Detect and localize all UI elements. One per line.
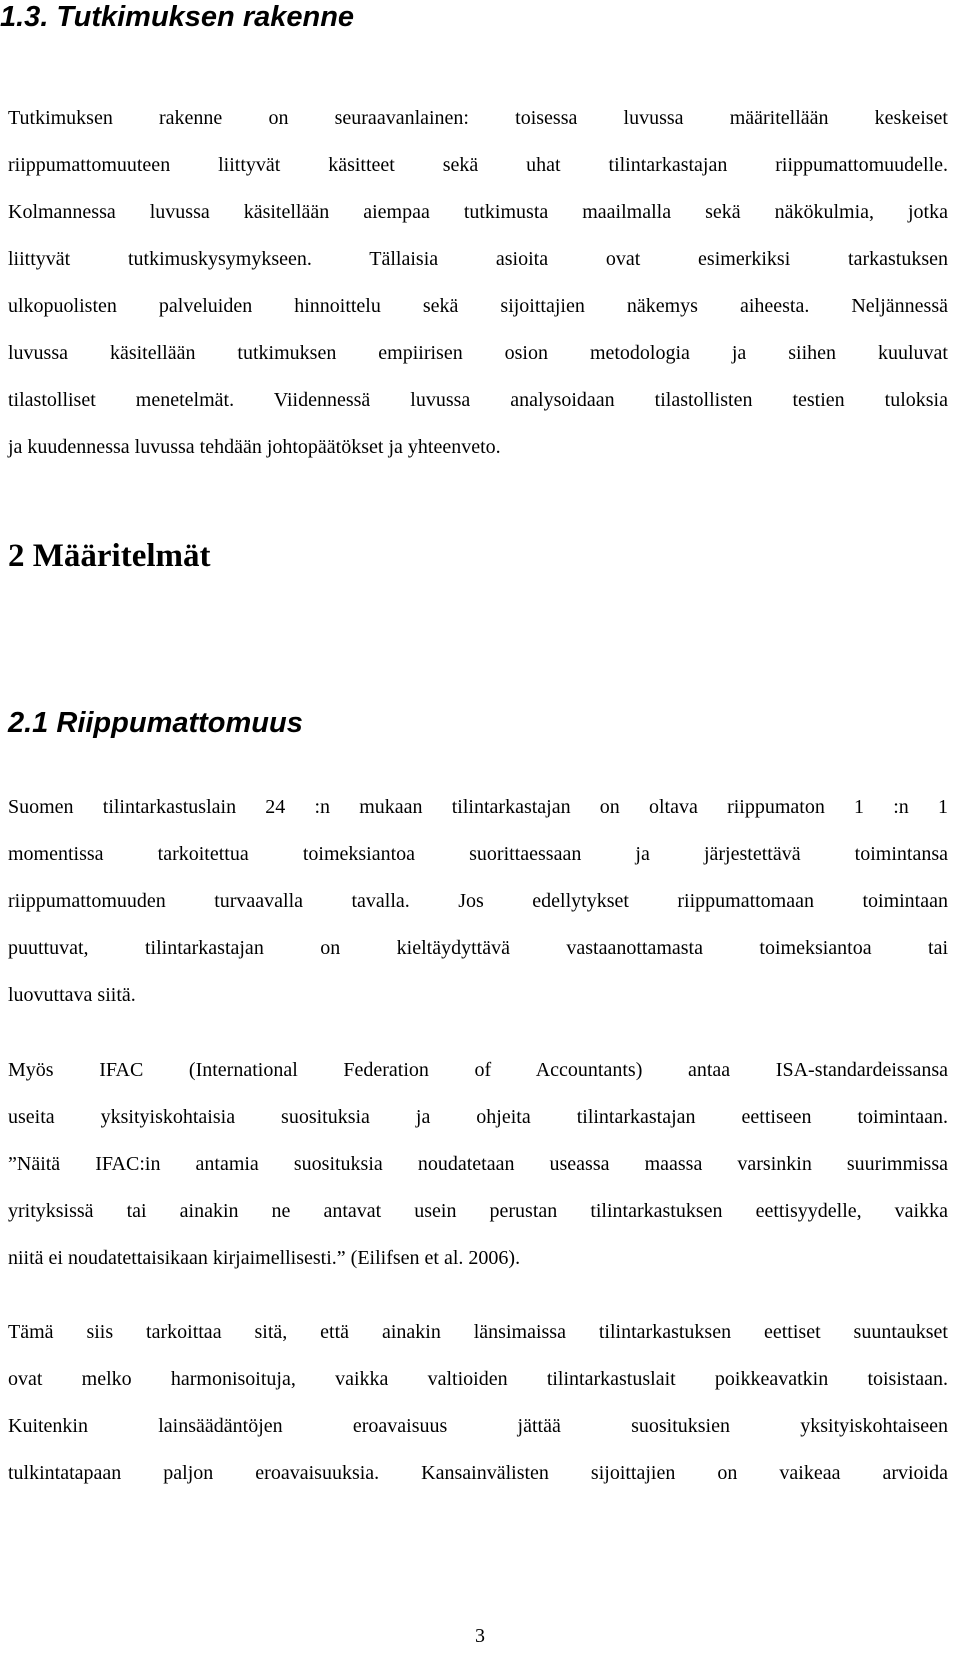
text-line: ”Näitä IFAC:in antamia suosituksia noudatetaan useassa maassa varsinkin suurimmissa xyxy=(8,1153,948,1175)
text-line: tilastolliset menetelmät. Viidennessä luvussa analysoidaan tilastollisten testien tuloksia xyxy=(8,389,948,411)
text-line: luvussa käsitellään tutkimuksen empiirisen osion metodologia ja siihen kuuluvat xyxy=(8,342,948,364)
text-line: Kuitenkin lainsäädäntöjen eroavaisuus jättää suosituksien yksityiskohtaiseen xyxy=(8,1415,948,1437)
paragraph-research-structure xyxy=(8,95,948,471)
text-line: Tutkimuksen rakenne on seuraavanlainen: toisessa luvussa määritellään keskeiset xyxy=(8,107,948,129)
text-line: yrityksissä tai ainakin ne antavat usein perustan tilintarkastuksen eettisyydelle, vaikka xyxy=(8,1200,948,1222)
text-line: liittyvät tutkimuskysymykseen. Tällaisia asioita ovat esimerkiksi tarkastuksen xyxy=(8,248,948,270)
paragraph-ifac xyxy=(8,1047,948,1282)
section-heading-2-1: 2.1 Riippumattomuus xyxy=(8,707,303,739)
text-line: useita yksityiskohtaisia suosituksia ja ohjeita tilintarkastajan eettiseen toimintaan. xyxy=(8,1106,948,1128)
text-line: Myös IFAC (International Federation of Accountants) antaa ISA-standardeissansa xyxy=(8,1059,948,1081)
text-line: Tämä siis tarkoittaa sitä, että ainakin länsimaissa tilintarkastuksen eettiset suuntaukset xyxy=(8,1321,948,1343)
chapter-heading-2: 2 Määritelmät xyxy=(8,538,211,574)
page-number: 3 xyxy=(475,1625,485,1647)
text-line: ovat melko harmonisoituja, vaikka valtioiden tilintarkastuslait poikkeavatkin toisistaan. xyxy=(8,1368,948,1390)
text-line: luovuttava siitä. xyxy=(8,984,136,1006)
text-line: riippumattomuuden turvaavalla tavalla. Jos edellytykset riippumattomaan toimintaan xyxy=(8,890,948,912)
text-line: Kolmannessa luvussa käsitellään aiempaa tutkimusta maailmalla sekä näkökulmia, jotka xyxy=(8,201,948,223)
text-line: ja kuudennessa luvussa tehdään johtopäätökset ja yhteenveto. xyxy=(8,436,501,458)
paragraph-audit-law xyxy=(8,784,948,1019)
text-line: riippumattomuuteen liittyvät käsitteet sekä uhat tilintarkastajan riippumattomuudelle. xyxy=(8,154,948,176)
section-heading-1-3: 1.3. Tutkimuksen rakenne xyxy=(0,1,355,33)
text-line: niitä ei noudatettaisikaan kirjaimellisesti.” (Eilifsen et al. 2006). xyxy=(8,1247,521,1269)
text-line: ulkopuolisten palveluiden hinnoittelu sekä sijoittajien näkemys aiheesta. Neljännessä xyxy=(8,295,948,317)
text-line: puuttuvat, tilintarkastajan on kieltäydyttävä vastaanottamasta toimeksiantoa tai xyxy=(8,937,948,959)
text-line: tulkintatapaan paljon eroavaisuuksia. Kansainvälisten sijoittajien on vaikeaa arvioida xyxy=(8,1462,948,1484)
text-line: Suomen tilintarkastuslain 24 :n mukaan tilintarkastajan on oltava riippumaton 1 :n 1 xyxy=(8,796,948,818)
text-line: momentissa tarkoitettua toimeksiantoa suorittaessaan ja järjestettävä toimintansa xyxy=(8,843,948,865)
paragraph-harmonization xyxy=(8,1309,948,1497)
